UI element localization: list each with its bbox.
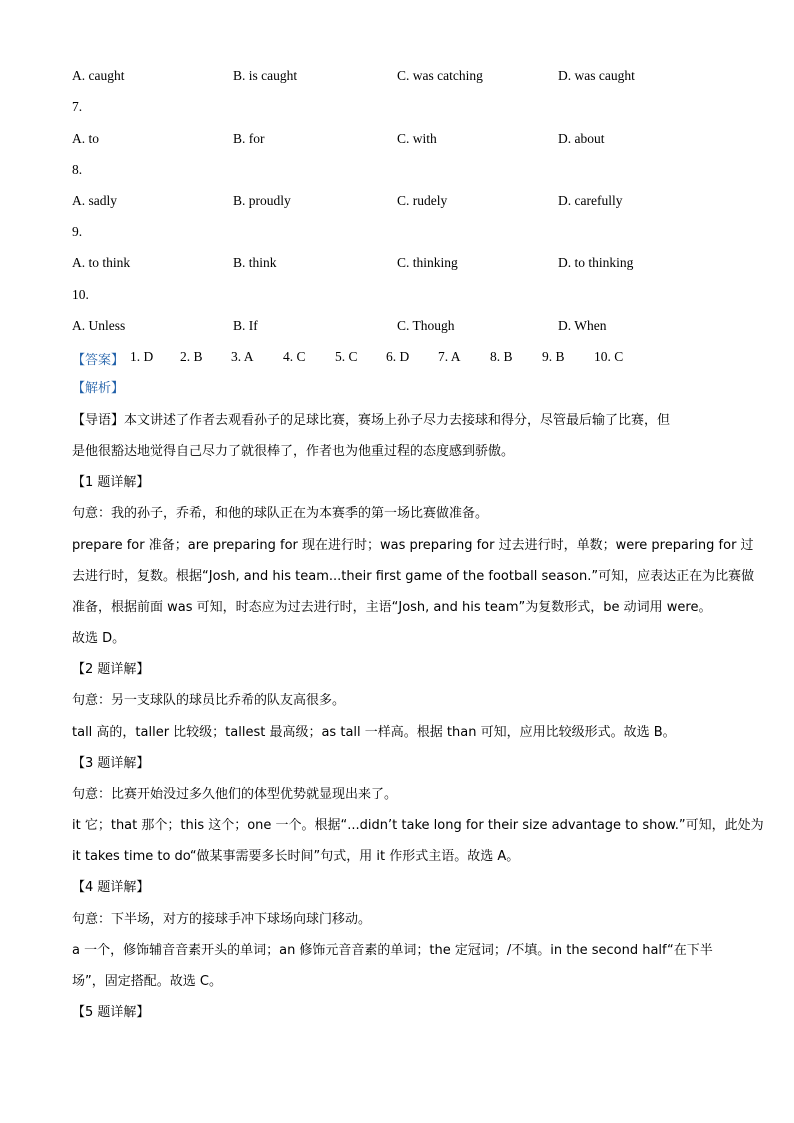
- option-b: B. proudly: [233, 193, 291, 208]
- question-9-options: [72, 255, 732, 273]
- guide-line: 是他很豁达地觉得自己尽力了就很棒了，作者也为他重过程的态度感到骄傲。: [72, 444, 515, 459]
- option-c: C. with: [397, 131, 437, 146]
- option-a: A. caught: [72, 68, 125, 83]
- analysis-heading: 【解析】: [72, 381, 125, 396]
- detail-line: it takes time to do“做某事需要多长时间”句式，用 it 作形式主语。故选 A。: [72, 849, 520, 864]
- detail-line: 去进行时，复数。根据“Josh, and his team...their first game of the football season.”可知，应表达正在为比赛做: [72, 569, 755, 584]
- option-c: C. rudely: [397, 193, 448, 208]
- option-d: D. When: [558, 318, 607, 333]
- detail-5-heading: 【5 题详解】: [72, 1005, 150, 1020]
- option-c: C. thinking: [397, 255, 458, 270]
- option-d: D. about: [558, 131, 605, 146]
- question-10-options: [72, 318, 732, 336]
- question-6-options: [72, 68, 732, 86]
- detail-line: 故选 D。: [72, 631, 126, 646]
- answer-label: 【答案】: [72, 353, 125, 368]
- detail-line: 句意：比赛开始没过多久他们的体型优势就显现出来了。: [72, 787, 398, 802]
- answer-item: 2. B: [180, 349, 203, 364]
- detail-line: 准备，根据前面 was 可知，时态应为过去进行时，主语“Josh, and his team”为复数形式，be 动词用 were。: [72, 600, 712, 615]
- option-d: D. carefully: [558, 193, 623, 208]
- answer-item: 6. D: [386, 349, 410, 364]
- option-d: D. was caught: [558, 68, 635, 83]
- option-b: B. for: [233, 131, 265, 146]
- option-a: A. Unless: [72, 318, 126, 333]
- detail-4-heading: 【4 题详解】: [72, 880, 150, 895]
- guide-line: 【导语】本文讲述了作者去观看孙子的足球比赛，赛场上孙子尽力去接球和得分，尽管最后输了比赛，但: [72, 413, 671, 428]
- option-a: A. to think: [72, 255, 131, 270]
- answer-item: 3. A: [231, 349, 254, 364]
- detail-line: prepare for 准备；are preparing for 现在进行时；was preparing for 过去进行时，单数；were preparing for 过: [72, 538, 754, 553]
- detail-line: 句意：另一支球队的球员比乔希的队友高很多。: [72, 693, 346, 708]
- answer-item: 9. B: [542, 349, 565, 364]
- detail-2-heading: 【2 题详解】: [72, 662, 150, 677]
- detail-line: 场”，固定搭配。故选 C。: [72, 974, 222, 989]
- answer-item: 8. B: [490, 349, 513, 364]
- option-b: B. is caught: [233, 68, 298, 83]
- answer-key: [72, 349, 712, 367]
- answer-item: 7. A: [438, 349, 461, 364]
- question-9-number: 9.: [72, 224, 83, 239]
- answer-item: 1. D: [130, 349, 154, 364]
- option-c: C. Though: [397, 318, 455, 333]
- option-b: B. If: [233, 318, 258, 333]
- detail-line: a 一个，修饰辅音音素开头的单词；an 修饰元音音素的单词；the 定冠词；/不填。in the second half“在下半: [72, 943, 713, 958]
- option-d: D. to thinking: [558, 255, 634, 270]
- answer-item: 4. C: [283, 349, 306, 364]
- option-b: B. think: [233, 255, 277, 270]
- detail-1-heading: 【1 题详解】: [72, 475, 150, 490]
- detail-line: 句意：我的孙子，乔希，和他的球队正在为本赛季的第一场比赛做准备。: [72, 506, 489, 521]
- question-7-number: 7.: [72, 99, 83, 114]
- detail-line: 句意：下半场，对方的接球手冲下球场向球门移动。: [72, 912, 372, 927]
- question-8-options: [72, 193, 732, 211]
- detail-line: tall 高的，taller 比较级；tallest 最高级；as tall 一样高。根据 than 可知，应用比较级形式。故选 B。: [72, 725, 676, 740]
- answer-item: 5. C: [335, 349, 358, 364]
- question-10-number: 10.: [72, 287, 89, 302]
- option-c: C. was catching: [397, 68, 483, 83]
- option-a: A. sadly: [72, 193, 117, 208]
- detail-3-heading: 【3 题详解】: [72, 756, 150, 771]
- answer-item: 10. C: [594, 349, 624, 364]
- question-7-options: [72, 131, 732, 149]
- detail-line: it 它；that 那个；this 这个；one 一个。根据“...didn’t take long for their size advantage to show.”可知，此处为: [72, 818, 764, 833]
- question-8-number: 8.: [72, 162, 83, 177]
- option-a: A. to: [72, 131, 99, 146]
